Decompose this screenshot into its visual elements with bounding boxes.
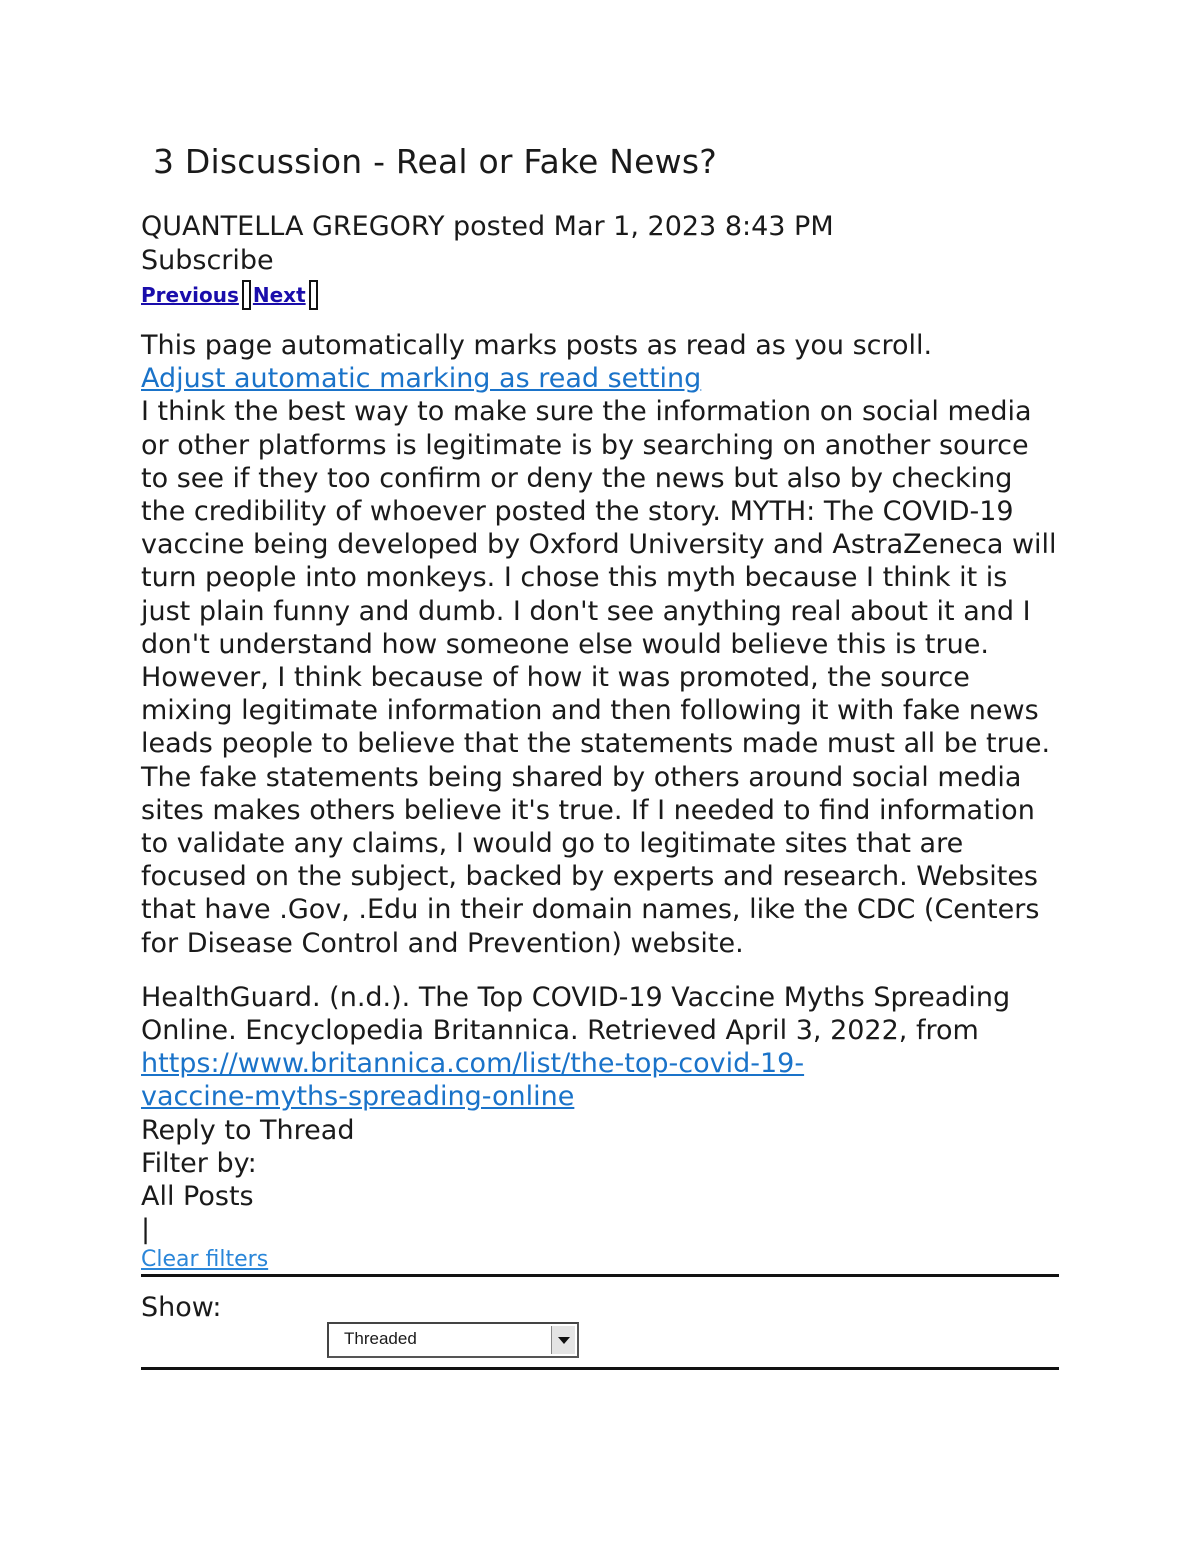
filter-separator: | — [141, 1214, 151, 1246]
subscribe-button[interactable]: Subscribe — [141, 245, 274, 276]
divider — [141, 1367, 1059, 1370]
post-meta — [141, 210, 1059, 278]
next-link[interactable]: Next — [252, 283, 306, 307]
post-navigation — [141, 280, 1059, 310]
show-label: Show: — [141, 1292, 222, 1324]
auto-mark-setting-link[interactable]: Adjust automatic marking as read setting — [141, 363, 702, 395]
citation-link-continued[interactable]: vaccine-myths-spreading-online — [141, 1081, 575, 1113]
citation — [141, 981, 1059, 1114]
show-select[interactable] — [327, 1322, 579, 1358]
show-row — [141, 1277, 1059, 1363]
reply-to-thread[interactable]: Reply to Thread — [141, 1114, 355, 1146]
citation-text: HealthGuard. (n.d.). The Top COVID-19 Vaccine Myths Spreading Online. Encyclopedia Britannica. Retrieved April 3, 2022, from — [141, 981, 1011, 1047]
citation-link[interactable]: https://www.britannica.com/list/the-top-covid-19- — [141, 1048, 805, 1080]
author-line: QUANTELLA GREGORY posted Mar 1, 2023 8:43 PM — [141, 211, 834, 242]
missing-glyph-icon — [242, 280, 251, 310]
discussion-page — [141, 140, 1059, 1370]
missing-glyph-icon — [309, 280, 318, 310]
previous-link[interactable]: Previous — [141, 283, 239, 307]
auto-mark-notice: This page automatically marks posts as read as you scroll. — [141, 330, 933, 361]
show-select-value: Threaded — [344, 1329, 417, 1349]
clear-filters-link[interactable]: Clear filters — [141, 1247, 269, 1273]
post-paragraph: I think the best way to make sure the information on social media or other platforms is legitimate is by searching on another source to see if they too confirm or deny the news but also by checking the credibility of whoever posted the story. MYTH: The COVID-19 vaccine being developed by Oxford University and AstraZeneca will turn people into monkeys. I chose this myth because I think it is just plain funny and dumb. I don't see anything real about it and I don't understand how someone else would believe this is true. However, I think because of how it was promoted, the source mixing legitimate information and then following it with fake news leads people to believe that the statements made must all be true. The fake statements being shared by others around social media sites makes others believe it's true. If I needed to find information to validate any claims, I would go to legitimate sites that are focused on the subject, backed by experts and research. Websites that have .Gov, .Edu in their domain names, like the CDC (Centers for Disease Control and Prevention) website. — [141, 396, 1057, 959]
chevron-down-icon[interactable] — [551, 1326, 575, 1354]
post-body — [141, 329, 1059, 960]
page-title: 3 Discussion - Real or Fake News? — [153, 142, 717, 181]
filter-label: Filter by: — [141, 1147, 257, 1179]
filter-value[interactable]: All Posts — [141, 1181, 254, 1213]
